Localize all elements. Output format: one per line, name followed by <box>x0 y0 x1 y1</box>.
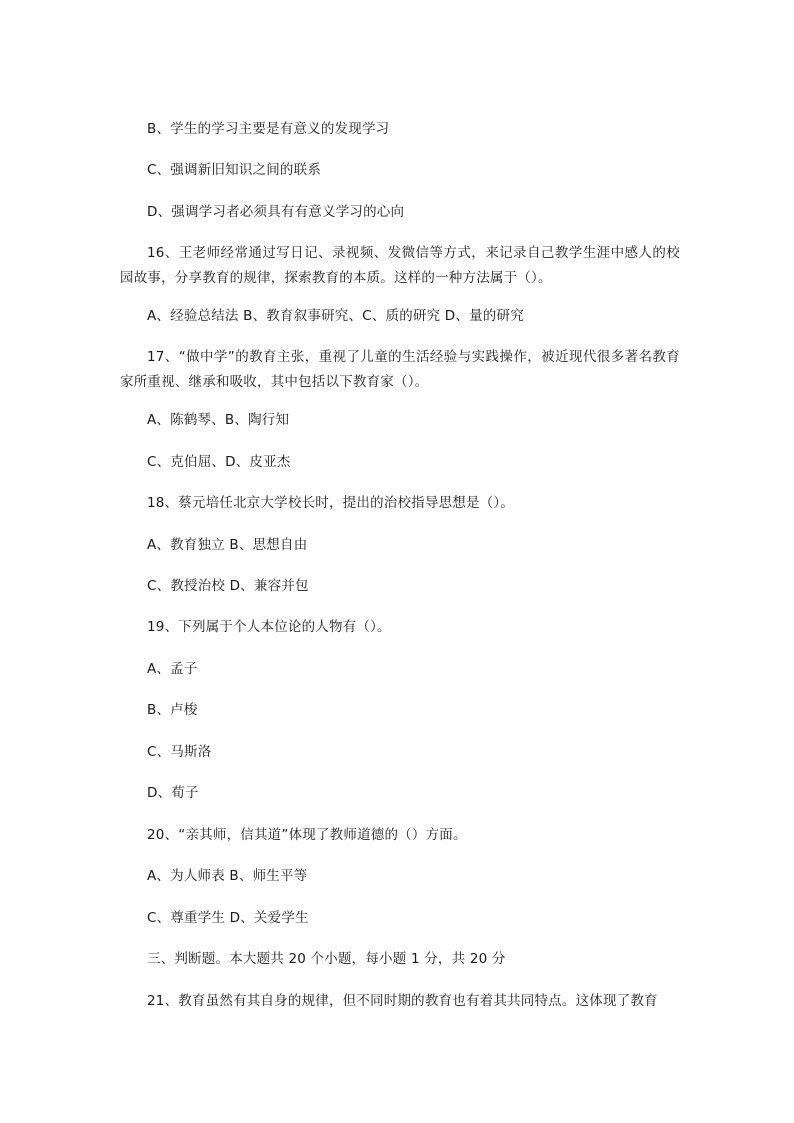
q15-option-d: D、强调学习者必须具有有意义学习的心向 <box>147 204 405 220</box>
q18-stem: 18、蔡元培任北京大学校长时，提出的治校指导思想是（）。 <box>147 495 515 511</box>
q19-option-b: B、卢梭 <box>147 702 198 718</box>
q21-stem: 21、教育虽然有其自身的规律，但不同时期的教育也有着其共同特点。这体现了教育 <box>147 993 658 1009</box>
q20-options-ab: A、为人师表 B、师生平等 <box>147 868 308 884</box>
q17-options-cd: C、克伯屈、D、皮亚杰 <box>147 454 291 470</box>
q20-stem: 20、“亲其师，信其道”体现了教师道德的（）方面。 <box>147 827 467 843</box>
section-3-heading: 三、判断题。本大题共 20 个小题，每小题 1 分，共 20 分 <box>147 951 506 967</box>
q18-options-cd: C、教授治校 D、兼容并包 <box>147 578 309 594</box>
q17-stem: 17、“做中学”的教育主张，重视了儿童的生活经验与实践操作，被近现代很多著名教育家所重视、继承和吸收，其中包括以下教育家（）。 <box>120 349 680 390</box>
q15-option-c: C、强调新旧知识之间的联系 <box>147 162 322 178</box>
q17-options-ab: A、陈鹤琴、B、陶行知 <box>147 412 290 428</box>
q19-option-c: C、马斯洛 <box>147 744 212 760</box>
q19-stem: 19、下列属于个人本位论的人物有（）。 <box>147 619 391 635</box>
q15-option-b: B、学生的学习主要是有意义的发现学习 <box>147 121 390 137</box>
q19-option-a: A、孟子 <box>147 661 198 677</box>
q16-stem: 16、王老师经常通过写日记、录视频、发微信等方式，来记录自己教学生涯中感人的校园故事，分享教育的规律，探索教育的本质。这样的一种方法属于（）。 <box>120 245 680 286</box>
q20-options-cd: C、尊重学生 D、关爱学生 <box>147 910 309 926</box>
q19-option-d: D、荀子 <box>147 785 199 801</box>
q16-options: A、经验总结法 B、教育叙事研究、C、质的研究 D、量的研究 <box>147 308 524 324</box>
q18-options-ab: A、教育独立 B、思想自由 <box>147 537 308 553</box>
